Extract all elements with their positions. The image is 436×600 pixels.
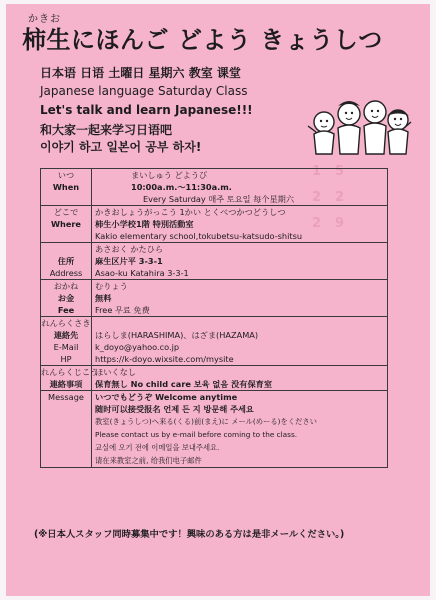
flyer-page — [6, 4, 430, 596]
footer-recruitment-note: (※日本人スタッフ同時募集中です！興味のある方は是非メールください。) — [34, 529, 345, 540]
row-where — [41, 206, 388, 243]
row-message — [41, 391, 388, 468]
label-message: Message — [41, 391, 92, 468]
watermark-calendar: 15 22 29 — [312, 164, 359, 231]
value-when: まいしゅう どようび 10:00a.m.～11:30a.m. Every Saturday 매주 토요일 每个星期六 — [92, 169, 388, 206]
row-when — [41, 169, 388, 206]
value-note: ほいくなし 保育無し No child care 보육 없음 没有保育室 — [92, 366, 388, 391]
children-illustration — [300, 92, 412, 156]
subtitle-english: Japanese language Saturday Class — [40, 84, 248, 98]
subtitle-chinese: 和大家一起来学习日语吧 — [40, 123, 173, 137]
label-where: どこで Where — [41, 206, 92, 243]
title-ruby: かきお — [28, 14, 61, 25]
contact-email[interactable]: k_doyo@yahoo.co.jp — [95, 342, 180, 352]
subtitle-invite: Let's talk and learn Japanese!!! — [40, 103, 253, 117]
label-address: 住所 Address — [41, 243, 92, 280]
value-message: いつでもどうぞ Welcome anytime 随时可以接受报名 언제 든 지 방문해 주세요 教室(きょうしつ)へ来る(くる)前(まえ)に メール(めーる)をください Please contact us by e-mail before coming to the class. 교실에 오기 전에 이메일을 보내주세요. 请在来教室之前, 给我们电子邮件 — [92, 391, 388, 468]
value-contact: はらしま(HARASHIMA)、はざま(HAZAMA) k_doyo@yahoo.co.jp https://k-doyo.wixsite.com/mysite — [92, 317, 388, 366]
page-title: 柿生にほんご どよう きょうしつ — [22, 26, 383, 54]
label-when: いつ When — [41, 169, 92, 206]
subtitle-korean: 이야기 하고 일본어 공부 하자! — [40, 140, 202, 154]
row-contact — [41, 317, 388, 366]
label-note: れんらくじこう 連絡事項 — [41, 367, 99, 389]
row-address — [41, 243, 388, 280]
value-address: あさおく かたひら 麻生区片平 3-3-1 Asao-ku Katahira 3-3-1 — [92, 243, 388, 280]
row-fee — [41, 280, 388, 317]
contact-website[interactable]: https://k-doyo.wixsite.com/mysite — [95, 354, 234, 364]
value-where: かきおしょうがっこう 1かい とくべつかつどうしつ 柿生小学校1階 特別活動室 Kakio elementary school,tokubetsu-katsudo-shitsu — [92, 206, 388, 243]
row-note — [41, 366, 388, 391]
label-contact: れんらくさき 連絡先 E-Mail HP — [41, 318, 91, 364]
label-fee: おかね お金 Fee — [41, 280, 92, 317]
value-fee: むりょう 無料 Free 무료 免费 — [92, 280, 388, 317]
subtitle-languages: 日本语 日语 土曜日 星期六 教室 课堂 — [40, 66, 241, 80]
info-table — [40, 168, 388, 468]
